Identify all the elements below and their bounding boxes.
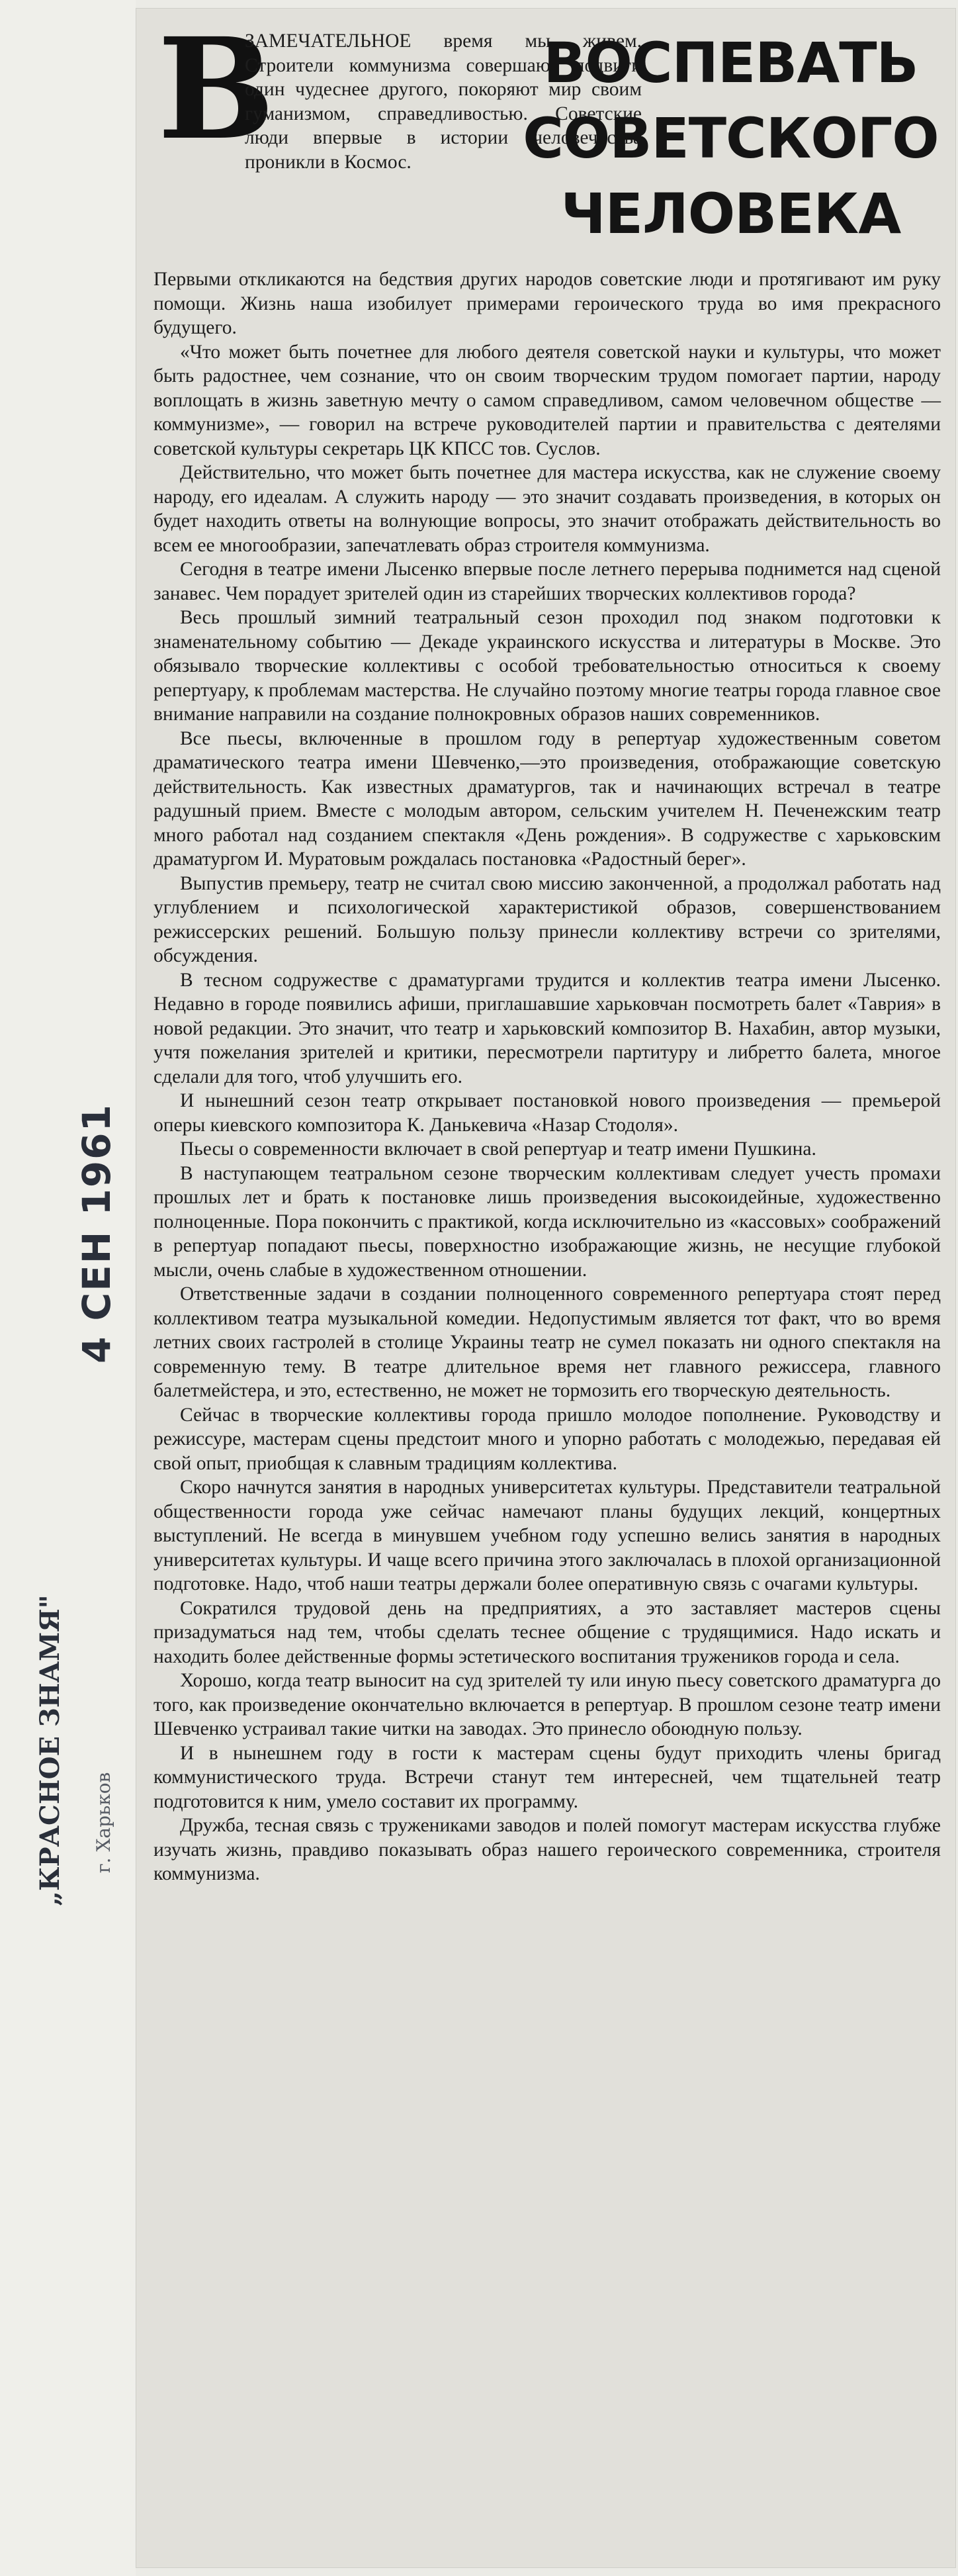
paragraph-7: В тесном содружестве с драматургами трудится и коллектив театра имени Лысенко. Недавно в городе появились афиши, приглашавшие харьковчан посмотреть балет «Таврия» в новой редакции. Это значит, что театр и харьковский композитор В. Нахабин, автор музыки, учтя пожелания зрителей и критики, пересмотрели партитуру и либретто балета, многое сделали для того, чтоб улучшить его. (153, 969, 941, 1087)
headline (521, 25, 941, 252)
paragraph-6: Выпустив премьеру, театр не считал свою миссию законченной, а продолжал работать над углублением и психологической характеристикой образов, совершенствованием режиссерских решений. Большую пользу принесли коллективу встречи со зрителями, обсуждения. (153, 872, 941, 966)
paragraph-13: Скоро начнутся занятия в народных университетах культуры. Представители театральной общественности города уже сейчас намечают планы будущих лекций, концертных выступлений. Не всегда в минувшем учебном году успешно велись занятия в народных университетах культуры. И чаще всего причина этого заключалась в плохой организационной подготовке. Надо, чтоб наши театры держали более оперативную связь с очагами культуры. (153, 1477, 941, 1594)
paragraph-9: Пьесы о современности включает в свой репертуар и театр имени Пушкина. (180, 1138, 816, 1160)
lead-continuation: Первыми откликаются на бедствия других народов советские люди и протягивают им руку помощи. Жизнь наша изобилует примерами героического труда во имя прекрасного будущего. (153, 269, 941, 338)
lead-paragraph: ЗАМЕЧАТЕЛЬНОЕ время мы живем. Строители коммунизма совершают подвиги один чудеснее другого, покоряют мир своим гуманизмом, справедливостью. Советские люди впервые в истории человечества проникли в Космос. (245, 30, 642, 173)
paragraph-16: И в нынешнем году в гости к мастерам сцены будут приходить члены бригад коммунистического труда. Встречи станут тем интересней, чем тщательней театр подготовится к ним, умело составит их программу. (153, 1742, 941, 1812)
paragraph-4: Весь прошлый зимний театральный сезон проходил под знаком подготовки к знаменательному событию — Декаде украинского искусства и литературы в Москве. Это обязывало творческие коллективы с особой требовательностью относиться к своему репертуару, к проблемам мастерства. Не случайно поэтому многие театры города главное свое внимание направили на создание полнокровных образов наших современников. (153, 607, 941, 725)
paragraph-1: «Что может быть почетнее для любого деятеля советской науки и культуры, что может быть радостнее, чем сознание, что он своим творческим трудом помогает партии, народу воплощать в жизнь заветную мечту о самом справедливом, самом человечном обществе — коммунизме», — говорил на встрече руководителей партии и правительства с деятелями советской культуры секретарь ЦК КПСС тов. Суслов. (153, 341, 941, 459)
headline-line-2: СОВЕТСКОГО (523, 106, 939, 171)
drop-cap: В (157, 7, 275, 171)
headline-line-3: ЧЕЛОВЕКА (560, 181, 901, 246)
article-body (153, 340, 941, 1886)
paragraph-8: И нынешний сезон театр открывает постановкой нового произведения — премьерой оперы киевского композитора К. Данькевича «Назар Стодоля». (153, 1090, 941, 1136)
article-header (153, 7, 941, 267)
article (153, 7, 941, 1886)
paragraph-14: Сократился трудовой день на предприятиях, а это заставляет мастеров сцены призадуматься над тем, чтобы сделать теснее общение с трудящимися. Надо искать и находить более действенные формы эстетического воспитания тружеников города и села. (153, 1597, 941, 1667)
newspaper-stamp: „КРАСНОЕ ЗНАМЯ" (34, 1594, 65, 1906)
paragraph-12: Сейчас в творческие коллективы города пришло молодое пополнение. Руководству и режиссуре, мастерам сцены предстоит много и упорно работать с молодежью, передавая ей свой опыт, приобщая к славным традициям коллектива. (153, 1404, 941, 1474)
city-stamp: г. Харьков (93, 1772, 114, 1873)
paragraph-3: Сегодня в театре имени Лысенко впервые после летнего перерыва поднимется над сценой занавес. Чем порадует зрителей один из старейших творческих коллективов города? (153, 559, 941, 604)
headline-line-1: ВОСПЕВАТЬ (543, 30, 918, 95)
paragraph-10: В наступающем театральном сезоне творческим коллективам следует учесть промахи прошлых лет и брать к постановке лишь произведения высокоидейные, художественно полноценные. Пора покончить с практикой, когда исключительно из «кассовых» соображений в репертуар попадают пьесы, поверхностно изображающие жизнь, не несущие глубокой мысли, очень слабые в художественном отношении. (153, 1162, 941, 1281)
date-stamp: 4 СЕН 1961 (74, 1103, 119, 1363)
paragraph-2: Действительно, что может быть почетнее для мастера искусства, как не служение своему народу, его идеалам. А служить народу — это значит создавать произведения, в которых он будет находить ответы на волнующие вопросы, это значит отображать действительность во всем ее многообразии, запечатлевать образ строителя коммунизма. (153, 462, 941, 556)
paragraph-15: Хорошо, когда театр выносит на суд зрителей ту или иную пьесу советского драматурга до того, как произведение окончательно включается в репертуар. В прошлом сезоне театр имени Шевченко устраивал такие читки на заводах. Это принесло обоюдную пользу. (153, 1670, 941, 1739)
paragraph-17: Дружба, тесная связь с тружениками заводов и полей помогут мастерам искусства глубже изучать жизнь, правдиво показывать образ нашего героического современника, строителя коммунизма. (153, 1815, 941, 1884)
paragraph-11: Ответственные задачи в создании полноценного современного репертуара стоят перед коллективом театра музыкальной комедии. Недопустимым является тот факт, что во время летних своих гастролей в столице Украины театр не сумел показать ни одного спектакля на современную тему. В театре длительное время нет главного режиссера, главного балетмейстера, и это, естественно, не может не тормозить его творческую деятельность. (153, 1283, 941, 1401)
paragraph-5: Все пьесы, включенные в прошлом году в репертуар художественным советом драматического театра имени Шевченко,—это произведения, отображающие советскую действительность. Как известных драматургов, так и начинающих встречал в театре радушный прием. Вместе с молодым автором, сельским учителем Н. Печенежским театр много работал над созданием спектакля «День рождения». В содружестве с харьковским драматургом И. Муратовым рождалась постановка «Радостный берег». (153, 727, 941, 870)
